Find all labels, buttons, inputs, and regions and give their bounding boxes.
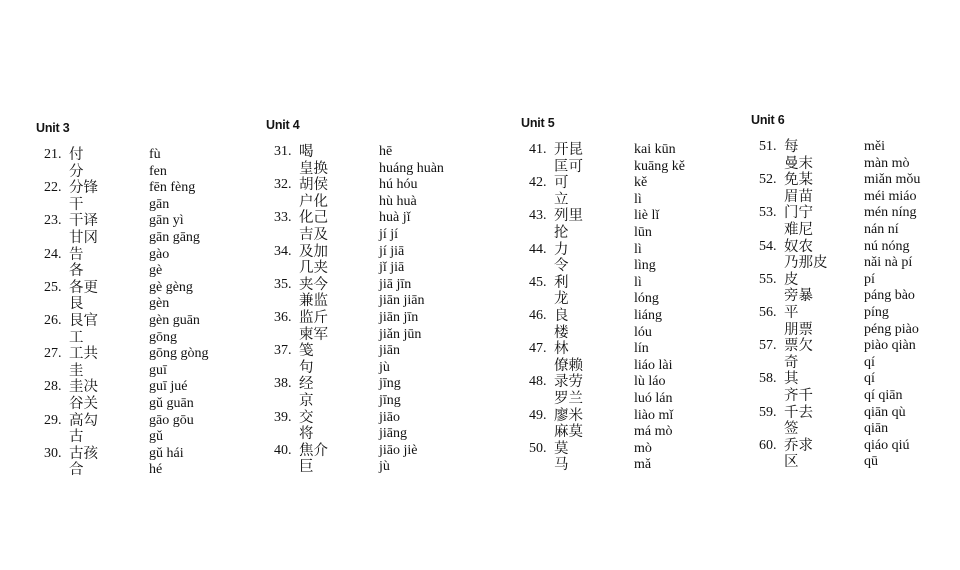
entry-number: 21.: [44, 147, 62, 162]
entry-number: 39.: [274, 409, 292, 425]
entry-hanzi: 每: [784, 139, 799, 155]
entry-row: [266, 410, 486, 427]
entry-hanzi: 免某: [784, 172, 813, 189]
entry-row: [521, 358, 741, 375]
entry-pinyin: gèn guān: [149, 312, 200, 328]
entry-row: [751, 156, 960, 173]
entry-row: [521, 159, 741, 176]
unit-heading: Unit 5: [521, 116, 555, 130]
entry-hanzi: 艮: [69, 296, 84, 313]
entry-hanzi: 古孩: [69, 445, 98, 462]
entry-row: [521, 291, 741, 308]
entry-hanzi: 将: [299, 426, 314, 443]
entry-row: [751, 388, 960, 405]
unit-heading: Unit 3: [36, 121, 70, 135]
entry-pinyin: qí: [864, 354, 875, 370]
entry-hanzi: 各更: [69, 279, 98, 296]
entry-pinyin: luó lán: [634, 390, 673, 406]
entry-hanzi: 皮: [784, 271, 799, 288]
entry-hanzi: 奴农: [784, 238, 813, 255]
entry-pinyin: má mò: [634, 424, 673, 440]
entry-pinyin: jí jí: [379, 226, 399, 242]
entry-number: 59.: [759, 404, 777, 420]
entry-hanzi: 几夹: [299, 260, 328, 277]
entry-row: [751, 205, 960, 222]
entry-pinyin: qí qiān: [864, 387, 903, 403]
entry-row: [266, 194, 486, 211]
entry-row: [266, 393, 486, 410]
entry-row: [266, 327, 486, 344]
entry-pinyin: guī jué: [149, 379, 188, 395]
entry-pinyin: gāo gōu: [149, 412, 194, 428]
entry-hanzi: 力: [554, 241, 569, 258]
entry-hanzi: 工共: [69, 346, 98, 363]
entry-pinyin: gǔ guān: [149, 395, 194, 411]
entry-hanzi: 监斤: [299, 309, 328, 326]
entry-hanzi: 句: [299, 359, 314, 376]
entry-row: [751, 189, 960, 206]
entry-row: [36, 396, 256, 413]
entry-number: 34.: [274, 243, 292, 259]
entry-hanzi: 莫: [554, 440, 569, 457]
entry-row: [266, 244, 486, 261]
entry-hanzi: 乔求: [784, 437, 813, 454]
entry-hanzi: 工: [69, 329, 84, 346]
entry-pinyin: lūn: [634, 224, 652, 240]
entry-pinyin: gǔ: [149, 429, 163, 445]
entry-number: 30.: [44, 445, 62, 461]
entry-pinyin: huáng huàn: [379, 160, 444, 176]
entry-pinyin: màn mò: [864, 155, 910, 171]
entry-pinyin: qiáo qiú: [864, 437, 910, 453]
entry-row: [36, 147, 256, 164]
entry-hanzi: 柬军: [299, 326, 328, 343]
entry-pinyin: lóu: [634, 324, 652, 340]
entry-pinyin: piào qiàn: [864, 338, 916, 354]
entry-number: 25.: [44, 279, 62, 295]
entry-row: [266, 360, 486, 377]
entry-row: [521, 391, 741, 408]
entry-pinyin: gè: [149, 263, 163, 279]
entry-hanzi: 古: [69, 429, 84, 446]
entry-hanzi: 化己: [299, 210, 328, 227]
entry-row: [36, 230, 256, 247]
entry-hanzi: 楼: [554, 324, 569, 341]
entry-hanzi: 胡侯: [299, 177, 328, 194]
entry-hanzi: 干译: [69, 213, 98, 230]
entry-row: [521, 242, 741, 259]
entry-row: [751, 222, 960, 239]
entry-hanzi: 罗兰: [554, 390, 583, 407]
entry-pinyin: mò: [634, 440, 652, 456]
entry-pinyin: kě: [634, 175, 648, 191]
entry-row: [751, 239, 960, 256]
entry-pinyin: gào: [149, 246, 170, 262]
entry-pinyin: fù: [149, 147, 161, 162]
entry-row: [751, 371, 960, 388]
entry-number: 60.: [759, 437, 777, 453]
entry-number: 28.: [44, 379, 62, 395]
entry-pinyin: páng bào: [864, 288, 915, 304]
entry-row: [521, 441, 741, 458]
vocab-list: [266, 144, 486, 476]
entry-hanzi: 抡: [554, 224, 569, 241]
entry-row: [521, 408, 741, 425]
entry-number: 52.: [759, 172, 777, 188]
entry-row: [36, 164, 256, 181]
entry-row: [36, 413, 256, 430]
entry-number: 36.: [274, 309, 292, 325]
entry-hanzi: 喝: [299, 144, 314, 160]
entry-row: [36, 247, 256, 264]
entry-row: [266, 343, 486, 360]
entry-row: [751, 288, 960, 305]
vocab-list: [521, 142, 741, 474]
entry-hanzi: 千去: [784, 404, 813, 421]
entry-row: [521, 258, 741, 275]
entry-row: [521, 192, 741, 209]
entry-hanzi: 可: [554, 175, 569, 192]
entry-hanzi: 巨: [299, 459, 314, 476]
entry-number: 47.: [529, 341, 547, 357]
entry-number: 26.: [44, 312, 62, 328]
entry-number: 43.: [529, 208, 547, 224]
entry-row: [266, 210, 486, 227]
entry-row: [266, 227, 486, 244]
entry-number: 46.: [529, 307, 547, 323]
entry-pinyin: kuāng kě: [634, 158, 685, 174]
entry-row: [521, 275, 741, 292]
entry-hanzi: 各: [69, 263, 84, 280]
entry-pinyin: lì: [634, 274, 642, 290]
entry-pinyin: měi: [864, 139, 885, 154]
entry-hanzi: 平: [784, 304, 799, 321]
entry-row: [266, 161, 486, 178]
entry-hanzi: 签: [784, 421, 799, 438]
entry-number: 22.: [44, 180, 62, 196]
entry-number: 42.: [529, 175, 547, 191]
entry-number: 32.: [274, 177, 292, 193]
entry-pinyin: nú nóng: [864, 238, 910, 254]
entry-row: [521, 175, 741, 192]
entry-number: 51.: [759, 139, 777, 154]
entry-number: 29.: [44, 412, 62, 428]
entry-pinyin: qū: [864, 454, 878, 470]
entry-pinyin: jiāng: [379, 426, 407, 442]
entry-hanzi: 廖米: [554, 407, 583, 424]
entry-pinyin: mén níng: [864, 205, 917, 221]
entry-pinyin: jiā jīn: [379, 276, 412, 292]
entry-hanzi: 合: [69, 462, 84, 479]
entry-row: [36, 296, 256, 313]
entry-pinyin: liáng: [634, 307, 662, 323]
entry-hanzi: 立: [554, 191, 569, 208]
entry-row: [36, 346, 256, 363]
entry-pinyin: jí jiā: [379, 243, 405, 259]
entry-row: [751, 322, 960, 339]
entry-hanzi: 兼监: [299, 293, 328, 310]
entry-pinyin: nán ní: [864, 221, 899, 237]
entry-row: [751, 454, 960, 471]
entry-pinyin: jīng: [379, 392, 401, 408]
entry-row: [266, 260, 486, 277]
entry-hanzi: 经: [299, 376, 314, 393]
entry-row: [36, 363, 256, 380]
entry-hanzi: 高勾: [69, 412, 98, 429]
entry-hanzi: 眉苗: [784, 188, 813, 205]
entry-row: [36, 379, 256, 396]
vocab-list: [751, 139, 960, 471]
entry-pinyin: fen: [149, 163, 167, 179]
entry-hanzi: 曼末: [784, 155, 813, 172]
entry-pinyin: hē: [379, 144, 393, 159]
entry-number: 57.: [759, 338, 777, 354]
entry-pinyin: liè lǐ: [634, 208, 660, 224]
entry-row: [266, 293, 486, 310]
entry-row: [266, 459, 486, 476]
entry-pinyin: nǎi nà pí: [864, 255, 913, 271]
entry-number: 38.: [274, 376, 292, 392]
entry-hanzi: 吉及: [299, 226, 328, 243]
entry-hanzi: 区: [784, 454, 799, 471]
entry-pinyin: lìng: [634, 258, 656, 274]
entry-hanzi: 笺: [299, 343, 314, 360]
entry-row: [751, 338, 960, 355]
entry-number: 56.: [759, 304, 777, 320]
entry-pinyin: gān gāng: [149, 229, 200, 245]
entry-row: [36, 280, 256, 297]
entry-hanzi: 谷关: [69, 395, 98, 412]
entry-pinyin: jiǎn jūn: [379, 326, 422, 342]
entry-row: [751, 255, 960, 272]
entry-pinyin: lóng: [634, 291, 659, 307]
entry-pinyin: fēn fèng: [149, 180, 196, 196]
entry-pinyin: pí: [864, 271, 875, 287]
entry-pinyin: hú hóu: [379, 177, 418, 193]
entry-pinyin: jiān jiān: [379, 293, 425, 309]
entry-pinyin: jiāo jiè: [379, 442, 418, 458]
entry-pinyin: qiān qù: [864, 404, 906, 420]
entry-row: [521, 208, 741, 225]
entry-row: [521, 225, 741, 242]
entry-pinyin: lù láo: [634, 374, 666, 390]
entry-row: [266, 426, 486, 443]
vocab-list: [36, 147, 256, 479]
entry-pinyin: hé: [149, 462, 163, 478]
entry-row: [521, 142, 741, 159]
entry-number: 35.: [274, 276, 292, 292]
entry-number: 58.: [759, 371, 777, 387]
entry-row: [266, 144, 486, 161]
entry-row: [521, 325, 741, 342]
entry-pinyin: gǔ hái: [149, 445, 184, 461]
entry-hanzi: 户化: [299, 193, 328, 210]
entry-hanzi: 皇换: [299, 160, 328, 177]
entry-number: 45.: [529, 274, 547, 290]
entry-row: [36, 263, 256, 280]
entry-hanzi: 朋票: [784, 321, 813, 338]
entry-number: 54.: [759, 238, 777, 254]
entry-pinyin: lì: [634, 191, 642, 207]
entry-row: [521, 457, 741, 474]
entry-pinyin: jù: [379, 359, 390, 375]
entry-hanzi: 圭: [69, 362, 84, 379]
entry-row: [36, 197, 256, 214]
entry-row: [751, 139, 960, 156]
entry-hanzi: 交: [299, 409, 314, 426]
entry-pinyin: píng: [864, 304, 889, 320]
entry-pinyin: méi miáo: [864, 188, 917, 204]
entry-row: [751, 405, 960, 422]
entry-pinyin: gōng gòng: [149, 346, 209, 362]
entry-hanzi: 干: [69, 196, 84, 213]
entry-pinyin: hù huà: [379, 193, 417, 209]
entry-row: [36, 180, 256, 197]
entry-row: [36, 446, 256, 463]
entry-hanzi: 夹今: [299, 276, 328, 293]
entry-number: 55.: [759, 271, 777, 287]
unit-6-section: [751, 113, 960, 471]
entry-hanzi: 分锋: [69, 180, 98, 197]
entry-number: 31.: [274, 144, 292, 159]
entry-pinyin: jīng: [379, 376, 401, 392]
entry-hanzi: 齐千: [784, 387, 813, 404]
entry-row: [751, 272, 960, 289]
entry-number: 33.: [274, 210, 292, 226]
entry-pinyin: jù: [379, 459, 390, 475]
entry-row: [36, 313, 256, 330]
entry-row: [266, 177, 486, 194]
entry-pinyin: jiān jīn: [379, 309, 419, 325]
entry-pinyin: guī: [149, 362, 167, 378]
entry-row: [751, 305, 960, 322]
entry-hanzi: 票欠: [784, 338, 813, 355]
entry-row: [751, 355, 960, 372]
entry-row: [266, 277, 486, 294]
entry-hanzi: 乃那皮: [784, 255, 828, 272]
entry-row: [36, 429, 256, 446]
entry-hanzi: 麻莫: [554, 424, 583, 441]
entry-row: [36, 330, 256, 347]
entry-hanzi: 列里: [554, 208, 583, 225]
entry-pinyin: mǎ: [634, 457, 652, 473]
entry-hanzi: 良: [554, 307, 569, 324]
entry-hanzi: 马: [554, 457, 569, 474]
entry-pinyin: liào mǐ: [634, 407, 674, 423]
entry-hanzi: 圭决: [69, 379, 98, 396]
entry-pinyin: huà jǐ: [379, 210, 411, 226]
entry-hanzi: 难尼: [784, 221, 813, 238]
entry-row: [751, 172, 960, 189]
entry-pinyin: lì: [634, 241, 642, 257]
entry-pinyin: gōng: [149, 329, 177, 345]
entry-pinyin: lín: [634, 341, 649, 357]
entry-hanzi: 令: [554, 258, 569, 275]
entry-row: [521, 341, 741, 358]
entry-hanzi: 录劳: [554, 374, 583, 391]
entry-number: 53.: [759, 205, 777, 221]
entry-hanzi: 京: [299, 392, 314, 409]
entry-number: 37.: [274, 343, 292, 359]
entry-number: 23.: [44, 213, 62, 229]
entry-pinyin: qí: [864, 371, 875, 387]
entry-hanzi: 利: [554, 274, 569, 291]
entry-number: 24.: [44, 246, 62, 262]
entry-hanzi: 旁暴: [784, 288, 813, 305]
entry-hanzi: 奇: [784, 354, 799, 371]
unit-heading: Unit 6: [751, 113, 785, 127]
entry-number: 44.: [529, 241, 547, 257]
entry-row: [521, 374, 741, 391]
entry-hanzi: 门宁: [784, 205, 813, 222]
entry-row: [266, 310, 486, 327]
entry-number: 50.: [529, 440, 547, 456]
entry-pinyin: qiān: [864, 421, 889, 437]
entry-row: [521, 308, 741, 325]
entry-row: [266, 376, 486, 393]
entry-row: [36, 213, 256, 230]
entry-hanzi: 艮官: [69, 312, 98, 329]
entry-pinyin: gè gèng: [149, 279, 193, 295]
entry-row: [521, 424, 741, 441]
entry-pinyin: gān yì: [149, 213, 184, 229]
entry-hanzi: 林: [554, 341, 569, 358]
entry-number: 40.: [274, 442, 292, 458]
entry-number: 49.: [529, 407, 547, 423]
entry-number: 41.: [529, 142, 547, 157]
entry-hanzi: 开昆: [554, 142, 583, 158]
entry-pinyin: kai kūn: [634, 142, 676, 157]
entry-row: [266, 443, 486, 460]
entry-hanzi: 其: [784, 371, 799, 388]
entry-hanzi: 焦介: [299, 442, 328, 459]
unit-3-section: [36, 121, 256, 479]
unit-5-section: [521, 116, 741, 474]
entry-number: 48.: [529, 374, 547, 390]
entry-hanzi: 甘冈: [69, 229, 98, 246]
entry-hanzi: 分: [69, 163, 84, 180]
entry-pinyin: miǎn mǒu: [864, 172, 921, 188]
unit-heading: Unit 4: [266, 118, 300, 132]
entry-pinyin: péng piào: [864, 321, 919, 337]
entry-row: [751, 421, 960, 438]
entry-pinyin: jǐ jiā: [379, 260, 405, 276]
unit-4-section: [266, 118, 486, 476]
entry-hanzi: 僚赖: [554, 357, 583, 374]
entry-hanzi: 及加: [299, 243, 328, 260]
entry-hanzi: 告: [69, 246, 84, 263]
entry-hanzi: 付: [69, 147, 84, 163]
entry-pinyin: gèn: [149, 296, 170, 312]
entry-number: 27.: [44, 346, 62, 362]
entry-row: [36, 462, 256, 479]
entry-hanzi: 匡可: [554, 158, 583, 175]
entry-pinyin: gān: [149, 196, 170, 212]
entry-pinyin: liáo lài: [634, 357, 673, 373]
entry-pinyin: jiān: [379, 343, 400, 359]
entry-hanzi: 龙: [554, 291, 569, 308]
entry-row: [751, 438, 960, 455]
entry-pinyin: jiāo: [379, 409, 400, 425]
